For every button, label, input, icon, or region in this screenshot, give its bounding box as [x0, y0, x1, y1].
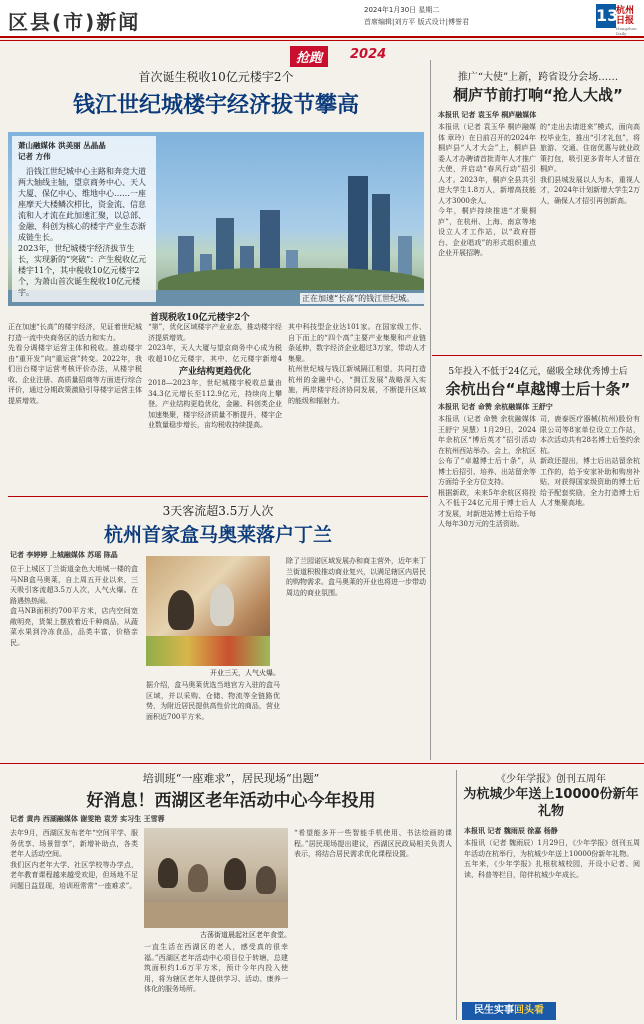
senior — [158, 858, 178, 888]
page-number: 13 — [596, 4, 616, 28]
banner-highlight: 回头看 — [514, 1005, 544, 1016]
photo-caption: 开业三天，人气火爆。 — [210, 669, 280, 677]
senior — [256, 866, 276, 894]
dining-table — [144, 902, 288, 928]
column-divider — [430, 60, 431, 760]
issue-date: 2024年1月30日 星期二 — [364, 6, 440, 14]
feature-badge-year: 2024 — [350, 47, 387, 62]
senior — [224, 858, 246, 890]
article-column: 据介绍，盒马奥莱优选当地官方入驻的盒马区域，并以采购、仓储、物流等全链路优势，为附近居民提供高性价比的商品，营业面积近700平方米。 — [146, 681, 280, 721]
article-kicker: 推广“大使”上新，跨省设分会场…… — [457, 72, 619, 83]
article-headline: 好消息！西湖区老年活动中心今年投用 — [86, 791, 376, 811]
article-column: 去年9月，西湖区发布老年“空间平学、服务优享、场景智享”，新增补助点，各类老年人活动空间。 我们区内老年大学、社区学校等办学点，老年教育课程越来越受欢迎，但场地不足问题日益显现，培训班常常“一座难求”。 — [10, 829, 138, 890]
masthead — [0, 0, 644, 38]
column-banner — [462, 1002, 556, 1020]
article-column: 本报讯（记者 袁玉华 桐庐融媒体 章玲）在日前召开的2024年桐庐县“人才大会”上，桐庐县委人才办聘请首批青年人才推广大使，并启动“春风行动”招引人才。2023年，桐庐全县共引进大学生1.8万人，新增高技能人才3000余人。 今年，桐庐持续推进“才聚桐庐”，在杭州、上海、南京等地设立人才工作站，以“政府搭台、企业唱戏”的形式组织重点企业开展招聘。 — [438, 123, 536, 257]
article-byline: 记者 黄冉 西湖融媒体 谢雯艳 袁芳 实习生 王雪蓉 — [10, 815, 165, 823]
article-column: 本报讯（记者 魏雨辰）1月29日，《少年学报》创刊五周年活动在杭举行，为杭城少年送上10000份新年礼物。 五年来，《少年学报》扎根杭城校园，开设小记者、阅读、科普等栏目，陪伴杭城少年成长。 — [464, 839, 640, 879]
article-kicker: 首次诞生税收10亿元楼宇2个 — [138, 70, 294, 84]
article-kicker: 3天客流超3.5万人次 — [162, 504, 274, 518]
paper-name-cn: 杭州日报 — [616, 6, 635, 26]
article-column: 司，鹿泰医疗器械(杭州)股份有限公司等8家单位设立工作站，本次活动共有28名博士后签约余杭。 新政还提出，博士后出站留余杭工作的，给予安家补助和购房补贴，对获得国家级资助的博士后给予配套奖励，全力打造博士后人才集聚高地。 — [540, 415, 640, 507]
feature-badge: 抢跑 — [290, 46, 328, 67]
store-photo — [146, 556, 270, 666]
shopper — [210, 584, 234, 626]
article-column: 本报讯（记者 命赞 余杭融媒体 王舒宁 吴慧）1月29日，2024年余杭区“博后英才”招引活动在杭州西站举办。会上，余杭区公布了“卓越博士后十条”，从博士后招引、培养、出站留余等方面给予全方位支持。 根据新政，未来5年余杭区将投入不低于24亿元用于博士后人才发展，对新进站博士后给予每人每年30万元的生活资助。 — [438, 415, 536, 528]
photo-caption: 正在加速“长高”的钱江世纪城。 — [300, 293, 424, 304]
section-divider — [0, 763, 644, 764]
article-kicker: 《少年学报》创刊五周年 — [496, 774, 606, 785]
banner-text: 民生实事 — [474, 1005, 514, 1016]
photo-label: 首现税收10亿元楼宇2个 — [150, 313, 250, 323]
publication-meta — [364, 4, 574, 28]
article-column: 正在加速“长高”的楼宇经济，见证着世纪城打造一流中央商务区的活力和实力。 先看分调楼宇运营主体和税收。推动楼宇由“重开发”向“重运营”转变。2022年，我们出台楼宇运营考核评价办法，从楼宇税收、企业注册、高质量招商等方面进行综合评价，通过分期政策激励引导楼宇运营主体提质增效。 — [8, 323, 142, 405]
article-byline: 本报讯 记者 袁玉华 桐庐融媒体 — [438, 111, 537, 119]
article-column: 2018—2023年，世纪城楼宇税收总量由34.3亿元增长至112.9亿元，持续向上攀登。产业结构更趋优化，金融、科创类企业加速集聚，楼宇经济质量不断提升，楼宇企业数量稳步增长，亩均税收持续提高。 — [148, 379, 282, 429]
article-column: 位于上城区丁兰街道金色大地城一楼的盒马NB盒马奥莱，自上周五开业以来，三天吸引客流超3.5万人次，人气火爆。在路遇热热闹。 盒马NB面积约700平方米，店内空间宽敞明亮，货架上摆放着近千种商品，从蔬菜水果到冷冻食品，品类丰富，价格亲民。 — [10, 565, 138, 647]
article-headline: 为杭城少年送上10000份新年礼物 — [463, 787, 639, 819]
lead-box — [12, 136, 156, 302]
article-column: 其中科技型企业达101家。在国家级工作、自下而上的“四个高”主要产业集聚和产业链条延伸，数字经济企业超过3万家，带动人才集聚。 杭州世纪城与钱江新城隔江相望，共同打造杭州的金融中心，“拥江发展”战略深入实施，两岸楼宇经济协同发展，不断提升区域的能级和辐射力。 — [288, 323, 426, 405]
article-headline: 余杭出台“卓越博士后十条” — [445, 380, 631, 398]
editor-credits: 首席编辑|刘方平 版式设计|傅誉君 — [364, 18, 469, 26]
lead-byline: 萧山融媒体 洪美丽 丛晶晶 记者 方伟 — [18, 141, 106, 161]
shopper — [168, 590, 194, 630]
article-kicker: 培训班“一座难求”，居民现场“出题” — [142, 772, 320, 785]
dining-photo — [144, 828, 288, 928]
article-byline: 记者 李婷婷 上城融媒体 苏瑶 陈晶 — [10, 551, 118, 559]
article-headline: 钱江世纪城楼宇经济拔节攀高 — [72, 93, 359, 118]
photo-caption: 古荡街道晨起社区老年食堂。 — [200, 931, 291, 939]
lead-text: 沿钱江世纪城中心主路和奔竞大道两大轴线主轴，望京商务中心、天人大厦、保亿中心、维地中心……一座座摩天大楼鳞次栉比，资金流、信息流和人才流在此加速汇聚，以总部、金融、科创为核心的楼宇产业生态渐成链生长。 2023年，世纪城楼宇经济拔节生长，实现新的“突破”：产生税收亿元楼宇11个，其中税收10亿元楼宇2个，为萧山首次诞生税收10亿元楼宇。 — [18, 167, 147, 297]
article-headline: 桐庐节前打响“抢人大战” — [453, 86, 623, 104]
article-kicker: 5年投入不低于24亿元，磁吸全球优秀博士后 — [448, 367, 628, 377]
paper-name-en: Hangzhou Daily — [616, 26, 637, 36]
section-divider — [432, 355, 642, 356]
top-rule — [0, 40, 644, 41]
produce-display — [146, 636, 270, 666]
article-subhead: 产业结构更趋优化 — [178, 367, 251, 377]
article-byline: 本报讯 记者 魏雨辰 徐嘉 杨静 — [464, 827, 558, 835]
article-headline: 杭州首家盒马奥莱落户丁兰 — [103, 524, 332, 546]
article-column: “第”，优化区域楼宇产业业态，推动楼宇经济提质增效。 2023年，天人大厦与望京商务中心成为税收超10亿元楼宇，其中，亿元楼宇新增4 — [148, 323, 282, 362]
article-column: “希望能多开一些智能手机使用、书法绘画的课程。”居民现场提出建议，西湖区民政局相关负责人表示，将结合居民需求优化课程设置。 — [294, 829, 452, 858]
paper-name — [616, 6, 642, 36]
senior — [188, 864, 208, 892]
article-column: 除了兰园诺区域发展办和商主营外，近年来丁兰街道积极推动商业复兴，以满足辖区内居民的购物需求。盒马奥莱的开业也将进一步带动周边的商业氛围。 — [286, 557, 426, 597]
article-byline: 本报讯 记者 命赞 余杭融媒体 王舒宁 — [438, 403, 553, 411]
section-title: 区县(市)新闻 — [8, 10, 141, 34]
article-column: 的“走出去请进来”模式，面向高校毕业生，推出“引才礼包”，将旅游、交通、住宿优惠与就业政策打包，吸引更多青年人才留在桐庐。 我们县城发展以人为本，重视人才，2024年计划新增大学生2万人，确保人才招引再创新高。 — [540, 123, 640, 205]
section-divider — [8, 496, 428, 497]
column-divider — [456, 770, 457, 1020]
article-column: 一直生活在西湖区的老人，感受真的很幸福。”西湖区老年活动中心项目位于转塘，总建筑面积约1.6万平方米，预计今年内投入使用，将为辖区老年人提供学习、活动、康养一体化的服务场所。 — [144, 943, 288, 993]
